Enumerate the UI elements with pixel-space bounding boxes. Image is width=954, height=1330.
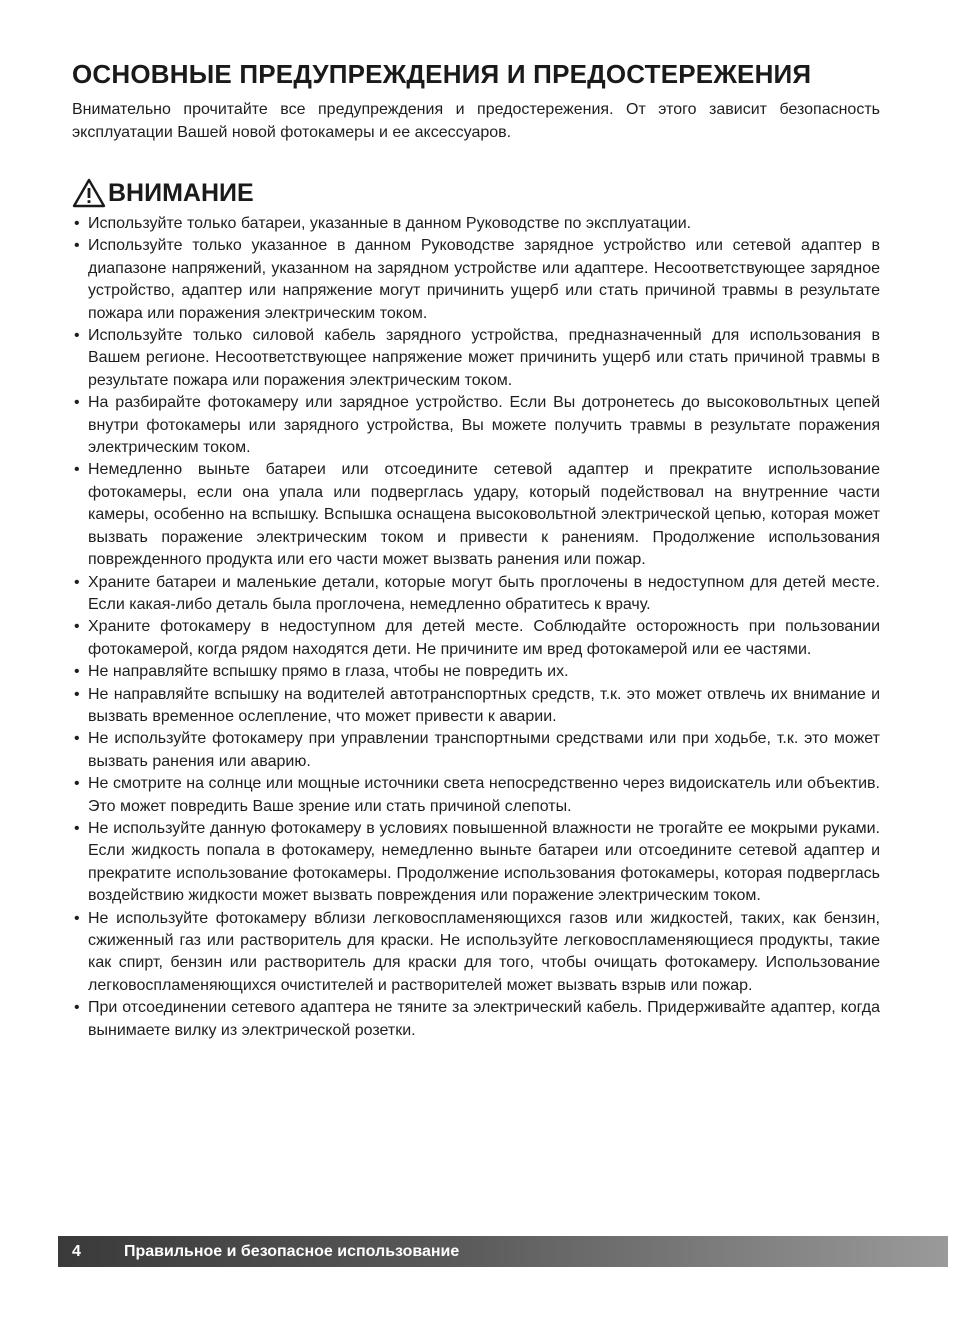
warning-item [72, 997, 880, 1042]
warning-item-text: Не используйте фотокамеру вблизи легковоспламеняющихся газов или жидкостей, таких, как бензин, сжиженный газ или растворитель для краски. Не используйте легковоспламеняющиеся продукты, такие как спирт, бензин или растворитель для краски для того, чтобы очищать фотокамеру. Использование легковоспламеняющихся очистителей и растворителей может вызвать взрыв или пожар. [88, 909, 880, 994]
warning-item [72, 392, 880, 459]
bullet-mark: • [74, 730, 80, 748]
warning-item-text: Немедленно выньте батареи или отсоедините сетевой адаптер и прекратите использование фотокамеры, если она упала или подверглась удару, который подействовал на внутренние части камеры, особенно на вспышку. Вспышка оснащена высоковольтной электрической цепью, которая может вызвать поражение электрическим током и привести к ранениям. Продолжение использования поврежденного продукта или его части может вызвать ранения или пожар. [88, 461, 880, 569]
bullet-mark: • [74, 685, 80, 703]
warning-item-text: Не направляйте вспышку на водителей автотранспортных средств, т.к. это может отвлечь их внимание и вызвать временное ослепление, что может привести к аварии. [88, 685, 880, 725]
bullet-mark: • [74, 394, 80, 412]
bullet-mark: • [74, 237, 80, 255]
intro-paragraph: Внимательно прочитайте все предупреждения и предостережения. От этого зависит безопасность эксплуатации Вашей новой фотокамеры и ее аксессуаров. [72, 101, 880, 141]
warning-item-text: Храните батареи и маленькие детали, которые могут быть проглочены в недоступном для детей месте. Если какая-либо деталь была проглочена, немедленно обратитесь к врачу. [88, 573, 880, 613]
warning-item [72, 728, 880, 773]
warning-heading-text: ВНИМАНИЕ [108, 179, 254, 207]
warning-item [72, 661, 880, 683]
warning-item-text: Не направляйте вспышку прямо в глаза, чтобы не повредить их. [88, 663, 569, 681]
warning-item-text: На разбирайте фотокамеру или зарядное устройство. Если Вы дотронетесь до высоковольтных цепей внутри фотокамеры или зарядного устройства, Вы можете получить травмы в результате поражения электрическим током. [88, 394, 880, 457]
warning-item-text: Используйте только силовой кабель зарядного устройства, предназначенный для использования в Вашем регионе. Несоответствующее напряжение может причинить ущерб или стать причиной травмы в результате пожара или поражения электрическим током. [88, 327, 880, 389]
warning-item [72, 908, 880, 998]
bullet-mark: • [74, 909, 80, 927]
bullet-mark: • [74, 573, 80, 591]
warning-item-text: Используйте только указанное в данном Руководстве зарядное устройство или сетевой адаптер в диапазоне напряжений, указанном на зарядном устройстве или адаптере. Несоответствующее зарядное устройство, адаптер или напряжение могут причинить ущерб или стать причиной травмы в результате пожара или поражения электрическим током. [88, 237, 880, 322]
warning-item-text: Не используйте фотокамеру при управлении транспортными средствами или при ходьбе, т.к. это может вызвать ранения или аварию. [88, 730, 880, 770]
warning-triangle-icon [72, 178, 106, 208]
warning-item [72, 773, 880, 818]
warning-item [72, 459, 880, 571]
bullet-mark: • [74, 775, 80, 793]
warning-item [72, 616, 880, 661]
bullet-mark: • [74, 999, 80, 1017]
warning-item-text: Храните фотокамеру в недоступном для детей месте. Соблюдайте осторожность при пользовании фотокамерой, когда рядом находятся дети. Не причините им вред фотокамерой или ее частями. [88, 618, 880, 658]
warning-item-text: При отсоединении сетевого адаптера не тяните за электрический кабель. Придерживайте адаптер, когда вынимаете вилку из электрической розетки. [88, 999, 880, 1039]
warning-item-text: Не смотрите на солнце или мощные источники света непосредственно через видоискатель или объектив. Это может повредить Ваше зрение или стать причиной слепоты. [88, 775, 880, 815]
warning-item [72, 213, 880, 235]
warning-item [72, 572, 880, 617]
bullet-mark: • [74, 327, 80, 345]
warning-item [72, 818, 880, 908]
bullet-mark: • [74, 215, 80, 232]
warning-item-text: Не используйте данную фотокамеру в условиях повышенной влажности не трогайте ее мокрыми руками. Если жидкость попала в фотокамеру, немедленно выньте батареи или отсоедините сетевой адаптер и прекратите использование фотокамеры. Продолжение использования фотокамеры, которая подверглась воздействию жидкости может вызвать повреждения или поражение электрическим током. [88, 819, 880, 905]
warning-item-text: Используйте только батареи, указанные в данном Руководстве по эксплуатации. [88, 215, 692, 232]
footer-section-title: Правильное и безопасное использование [124, 1242, 460, 1260]
page-footer [58, 1236, 948, 1267]
warning-item [72, 235, 880, 325]
warning-heading [72, 176, 254, 210]
warning-item [72, 684, 880, 729]
bullet-mark: • [74, 663, 80, 681]
warning-list [72, 213, 880, 1042]
page-number: 4 [72, 1242, 81, 1260]
page-title: ОСНОВНЫЕ ПРЕДУПРЕЖДЕНИЯ И ПРЕДОСТЕРЕЖЕНИЯ [72, 59, 812, 89]
warning-item [72, 325, 880, 392]
bullet-mark: • [74, 618, 80, 636]
bullet-mark: • [74, 461, 80, 479]
bullet-mark: • [74, 819, 80, 837]
